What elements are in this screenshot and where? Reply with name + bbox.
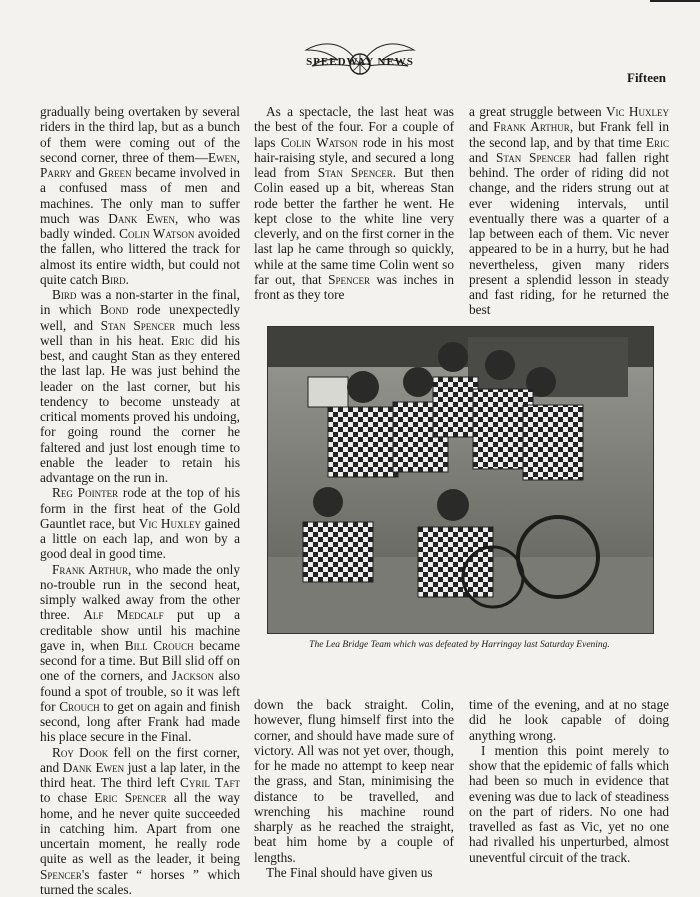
body-text: became second for a time. But Bill slid off on one of the corners, and xyxy=(40,638,240,684)
name-text: Vic Huxley xyxy=(139,516,201,531)
body-text: a great struggle between xyxy=(469,104,606,119)
body-text: was a non-starter in the final, in which xyxy=(40,287,240,317)
column-2 xyxy=(254,104,454,302)
name-text: Bill Crouch xyxy=(125,638,194,653)
body-text: , who was badly winded. xyxy=(40,211,240,241)
body-text: . xyxy=(126,272,129,287)
column-3 xyxy=(469,104,669,318)
body-text: time of the evening, and at no stage did he look capable of doing anything wrong. xyxy=(469,697,669,743)
name-text: Eric xyxy=(171,333,194,348)
body-text: to get on again and finish second, long after Frank had made his place secure in the Final. xyxy=(40,699,240,745)
body-text: had fallen right behind. The order of riding did not change, and the riders strung out at ever widening intervals, until eventually there was a quarter of a lap between each of them. Vic never appeared to be in a hurry, but he had nevertheless, given many riders present a splendid lesson in steady and fast riding, for he returned the best xyxy=(469,150,669,318)
body-text: avoided the fallen, who littered the track for almost its entire width, but could not quite catch xyxy=(40,226,240,287)
paragraph xyxy=(469,104,669,318)
name-text: Eric Spencer xyxy=(94,790,166,805)
name-text: Stan Spencer xyxy=(318,165,393,180)
body-text: and xyxy=(469,119,493,134)
body-text: did his best, and caught Stan as they entered the last lap. He was just behind the leader on the last corner, but his tendency to become unsteady at critical moments proved his undoing, for going round the corner he faltered and just lost enough time to enable the leader to retain his advantage on the run in. xyxy=(40,333,240,485)
page-number: Fifteen xyxy=(627,70,666,86)
paragraph xyxy=(254,104,454,302)
paragraph xyxy=(254,865,454,880)
body-text: rode in his most hair-raising style, and secured a long lead from xyxy=(254,135,454,181)
body-text: fell on the first corner, and xyxy=(40,745,240,775)
body-text: just a lap later, in the third heat. The third left xyxy=(40,760,240,790)
name-text: Crouch xyxy=(59,699,99,714)
name-text: Stan Spencer xyxy=(496,150,571,165)
body-text: gained a little on each lap, and won by a good deal in good time. xyxy=(40,516,240,562)
paragraph xyxy=(40,104,240,287)
name-text: Green xyxy=(98,165,131,180)
body-text: I mention this point merely to show that the epidemic of falls which had been so much in evidence that evening was due to lack of steadiness on the part of riders. No one had travelled as fast as Vic, yet no one had rivalled his unperturbed, almost uneventful circuit of the track. xyxy=(469,743,669,865)
name-text: Colin Watson xyxy=(281,135,358,150)
body-text: and xyxy=(72,165,99,180)
paragraph xyxy=(40,485,240,561)
name-text: Ewen xyxy=(208,150,237,165)
body-text: , but Frank fell in the second lap, and by that time xyxy=(469,119,669,149)
name-text: Bond xyxy=(100,302,128,317)
name-text: Eric xyxy=(646,135,669,150)
column-1 xyxy=(40,104,240,897)
name-text: Colin Watson xyxy=(119,226,194,241)
name-text: Jackson xyxy=(172,668,214,683)
masthead xyxy=(300,34,420,84)
body-text: much less well than in his heat. xyxy=(40,318,240,348)
top-rule xyxy=(650,0,700,2)
team-photo-image xyxy=(268,327,653,633)
column-3-lower xyxy=(469,697,669,865)
column-2-lower xyxy=(254,697,454,880)
name-text: Spencer xyxy=(40,867,82,882)
name-text: Frank Arthur xyxy=(52,562,128,577)
name-text: Parry xyxy=(40,165,72,180)
name-text: Vic Huxley xyxy=(606,104,669,119)
name-text: Bird xyxy=(52,287,76,302)
body-text: was inches in front as they tore xyxy=(254,272,454,302)
paragraph xyxy=(469,697,669,743)
name-text: Cyril Taft xyxy=(180,775,240,790)
team-photo xyxy=(267,326,654,634)
body-text: , who made the only no-trouble run in the second heat, simply walked away from the other three. xyxy=(40,562,240,623)
name-text: Dank Ewen xyxy=(63,760,124,775)
body-text: became involved in a confused mass of men and machines. The only man to suffer much was xyxy=(40,165,240,226)
body-text: rode at the top of his form in the first heat of the Gold Gauntlet race, but xyxy=(40,485,240,531)
body-text: put up a creditable show until his machine gave in, when xyxy=(40,607,240,653)
body-text: . But then Colin eased up a bit, whereas Stan rode better the farther he went. He kept close to the white line very cleverly, and on the first corner in the last lap he came through so quickly, while at the same time Colin went so far out, that xyxy=(254,165,454,287)
name-text: Stan Spencer xyxy=(101,318,176,333)
name-text: Roy Dook xyxy=(52,745,108,760)
body-text: all the way home, and he never quite succeeded in catching him. Apart from one uncertain moment, he really rode quite as well as the leader, it being xyxy=(40,790,240,866)
body-text: also found a spot of trouble, so it was left for xyxy=(40,668,240,714)
body-text: gradually being overtaken by several riders in the third lap, but as a bunch of them were coming out of the second corner, three of them— xyxy=(40,104,240,165)
paragraph xyxy=(40,562,240,745)
photo-caption: The Lea Bridge Team which was defeated by Harringay last Saturday Evening. xyxy=(267,640,652,650)
body-text: down the back straight. Colin, however, flung himself first into the corner, and should have made sure of victory. All was not yet over, though, for he made no attempt to keep near the grass, and Stan, minimising the distance to be travelled, and wrenching his machine round sharply as he reached the straight, beat him home by a couple of lengths. xyxy=(254,697,454,865)
body-text: rode unexpectedly well, and xyxy=(40,302,240,332)
body-text: The Final should have given us xyxy=(266,865,433,880)
body-text: 's faster “ horses ” which turned the scales. xyxy=(40,867,240,897)
body-text: to chase xyxy=(40,790,94,805)
name-text: Dank Ewen xyxy=(108,211,175,226)
name-text: Spencer xyxy=(328,272,370,287)
body-text: and xyxy=(469,150,496,165)
paragraph xyxy=(254,697,454,865)
name-text: Reg Pointer xyxy=(52,485,118,500)
masthead-title: SPEEDWAY NEWS xyxy=(300,56,420,68)
name-text: Alf Medcalf xyxy=(83,607,163,622)
paragraph xyxy=(40,745,240,897)
body-text: , xyxy=(237,150,240,165)
name-text: Frank Arthur xyxy=(493,119,570,134)
paragraph xyxy=(469,743,669,865)
name-text: Bird xyxy=(101,272,125,287)
paragraph xyxy=(40,287,240,485)
body-text: As a spectacle, the last heat was the best of the four. For a couple of laps xyxy=(254,104,454,150)
